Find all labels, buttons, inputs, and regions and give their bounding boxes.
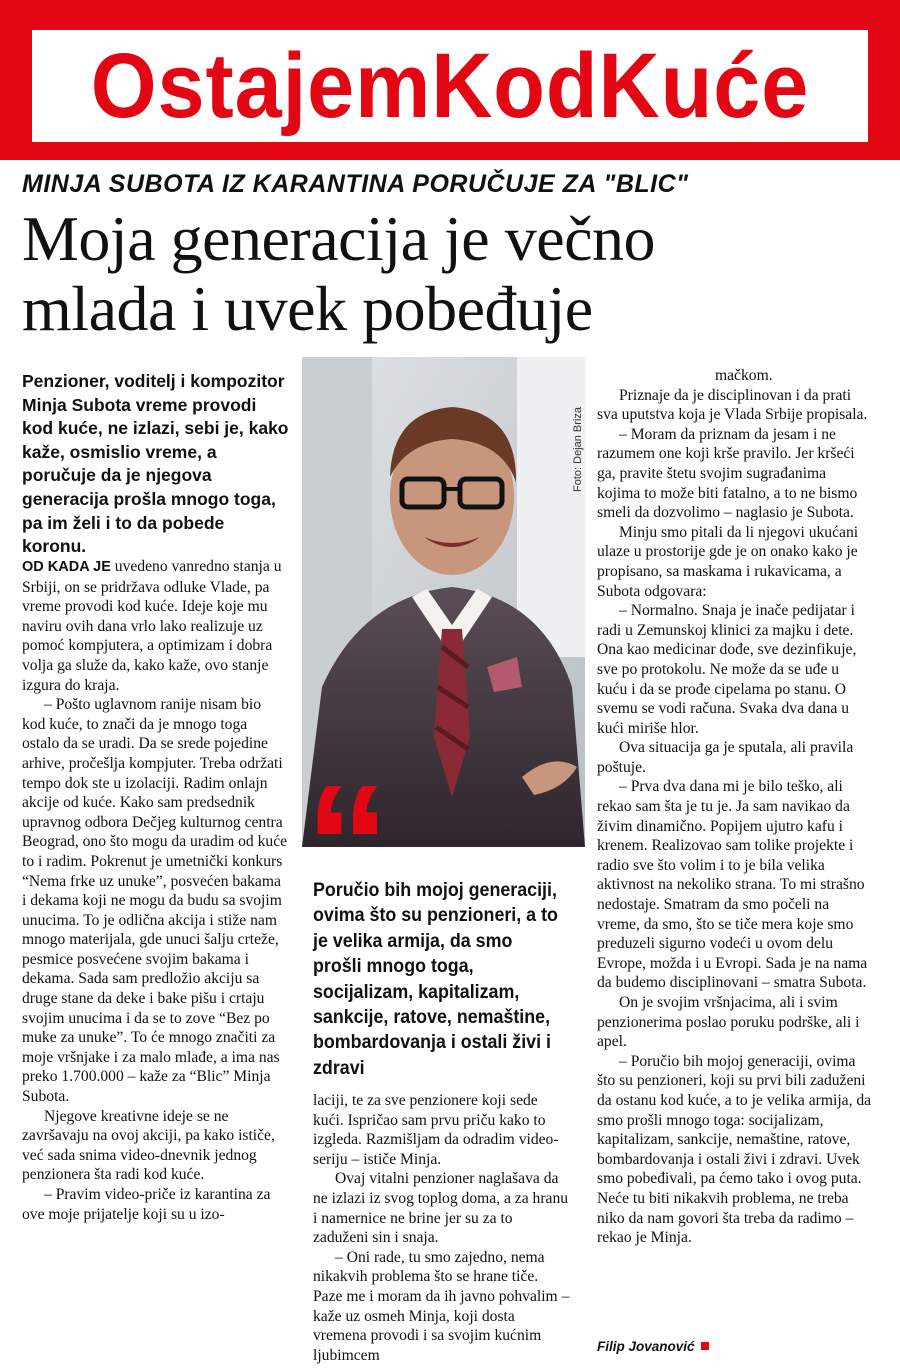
quote-icon: “: [305, 750, 380, 940]
lead-paragraph: Penzioner, voditelj i kompozitor Minja Subota vreme provodi kod kuće, ne izlazi, sebi je, kako kaže, osmislio vreme, a poručuje da je njegova generacija prošla mnogo toga, pa im želi i to da pobede koronu.: [22, 371, 289, 557]
column-1: [22, 557, 288, 1224]
paragraph: Priznaje da je disciplinovan i da prati sva uputstva koja je Vlada Srbije propisala.: [597, 386, 868, 424]
headline-line-1: Moja generacija je večno: [22, 203, 655, 274]
pull-quote: Poručio bih mojoj generaciji, ovima što su penzioneri, a to je velika armija, da smo prošli mnogo toga, socijalizam, kapitalizam, sankcije, ratove, nemaštine, bombardovanja i ostali živi i zdravi: [313, 880, 558, 1079]
paragraph: mačkom.: [715, 367, 773, 384]
paragraph: – Prva dva dana mi je bilo teško, ali rekao sam šta je tu je. Ja sam navikao da živim dinamično. Popijem ujutro kafu i krenem. Realizovao sam tolike projekte i radio sve što volim i to je bila velika aktivnost na nekoliko strana. To mi strašno nedostaje. Smatram da smo počeli na vreme, da smo, što se tiče mera koje smo preduzeli sigurno vodeći u ovom delu Evrope, možda i u Evropi. Sada je na nama da budemo disciplinovani – smatra Subota.: [597, 778, 868, 992]
paragraph: Ovaj vitalni penzioner naglašava da ne izlazi iz svog toplog doma, a za hranu i namernice ne brine jer su za to zaduženi sin i snaja.: [313, 1170, 569, 1247]
author-name: Filip Jovanović: [597, 1339, 695, 1354]
paragraph: – Normalno. Snaja je inače pedijatar i radi u Zemunskoj klinici za majku i dete. Ona kao medicinar dođe, sve dezinfikuje, sve po protokolu. Ne može da se uđe u kuću i da se prođe cipelama po stanu. O svemu se vodi računa. Svaka dva dana u kući miriše hlor.: [597, 602, 857, 737]
paragraph: – Poručio bih mojoj generaciji, ovima što su penzioneri, koji su prvi bili zaduženi da ostanu kod kuće, a to je velika armija, da smo prošli mnogo toga: socijalizam, kapitalizam, sankcije, nemaštine, ratove, bombardovanja i ostali živi i zdravi. Uvek smo pobeđivali, pa ćemo tako i ovog puta. Neće tu biti nikakvih problema, ne treba niko da nam govori šta treba da radimo – rekao je Minja.: [597, 1052, 872, 1247]
column-2: [313, 1091, 571, 1365]
banner: [0, 0, 900, 160]
paragraph: – Moram da priznam da jesam i ne razumem one koji krše pravilo. Jer kršeći ga, pravite štetu svojim sugrađanima kojima to može biti fatalno, a to ne bismo smeli da dozvolimo – naglasio je Subota.: [597, 425, 858, 522]
paragraph: Minju smo pitali da li njegovi ukućani ulaze u prostorije gde je on onako kako je propisano, sa maskama i rukavicama, a Subota odgovara:: [597, 523, 859, 600]
end-mark-icon: [701, 1342, 709, 1350]
paragraph: laciji, te za sve penzionere koji sede kući. Ispričao sam prvu priču kako to izgleda. Razmišljam da odradim video-seriju – ističe Minja.: [313, 1092, 559, 1168]
paragraph: Njegove kreativne ideje se ne završavaju na ovoj akciji, pa kako ističe, već sada snima video-dnevnik jednog penzionera šta radi kod kuće.: [22, 1107, 275, 1184]
paragraph: – Oni rade, tu smo zajedno, nema nikakvih problema što se hrane tiče. Paze me i moram da ih javno pohvalim – kaže uz osmeh Minja, koji dosta vremena provodi i sa svojim kućnim ljubimcem: [313, 1248, 570, 1364]
paragraph: On je svojim vršnjacima, ali i svim penzionerima poslao poruku podrške, ali i apel.: [597, 994, 860, 1051]
headline-line-2: mlada i uvek pobeđuje: [22, 273, 593, 344]
headline: [22, 204, 882, 344]
column-3: [597, 366, 873, 1248]
paragraph-text: uvedeno vanredno stanja u Srbiji, on se pridržava odluke Vlade, pa vreme provodi kod kuće. Ideje koje mu naviru ovih dana vrlo lako realizuje uz pomoć kompjutera, a optimizam i dobra volja ga služe da, kako kaže, ovo stanje izgura do kraja.: [22, 558, 282, 694]
run-in: OD KADA JE: [22, 559, 111, 575]
kicker: MINJA SUBOTA IZ KARANTINA PORUČUJE ZA "BLIC": [22, 170, 689, 198]
paragraph: [22, 557, 288, 695]
paragraph: Ova situacija ga je sputala, ali pravila poštuje.: [597, 739, 854, 776]
paragraph: – Pošto uglavnom ranije nisam bio kod kuće, to znači da je mnogo toga ostalo da se uradi. Da se srede pojedine arhive, pročešlja kompjuter. Treba održati tempo dok ste u izolaciji. Radim onlajn akcije od kuće. Kako sam predsednik upravnog odbora Dečjeg kulturnog centra Beograd, ono što mogu da uradim od kuće to i radim. Pokrenut je umetnički konkurs “Nema frke uz unuke”, posvećen bakama i dekama koji ne mogu da budu sa svojim unucima. To je odlična akcija i stiže nam mnogo materijala, gde unuci šalju crteže, pesmice posvećene svojim bakama i dekama. Sada sam predložio akciju sa druge stane da deke i bake pišu i crtaju svojim unucima i da se to zove “Bez po muke za unuke”. To će mnogo značiti za moje vršnjake i za malo mlađe, a ima nas preko 1.700.000 – kaže za “Blic” Minja Subota.: [22, 696, 288, 1106]
photo-credit: Foto: Dejan Briza: [572, 407, 584, 492]
paragraph: – Pravim video-priče iz karantina za ove moje prijatelje koji su u izo-: [22, 1186, 271, 1223]
banner-title: OstajemKodKuće: [90, 35, 810, 137]
byline: [597, 1339, 709, 1354]
